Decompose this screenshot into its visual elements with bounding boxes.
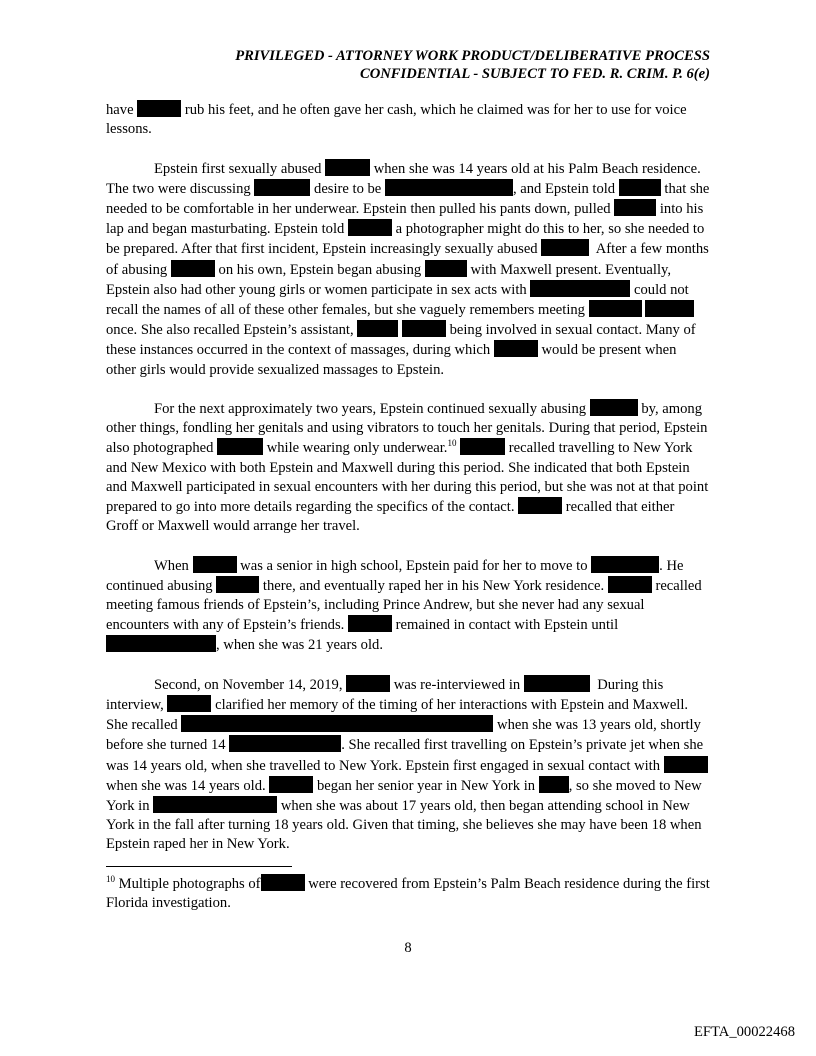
header-line-1: PRIVILEGED - ATTORNEY WORK PRODUCT/DELIBERATIVE PROCESS (235, 48, 710, 64)
footnote-number: 10 (106, 874, 115, 885)
redaction-block (589, 300, 642, 317)
redaction-block (229, 735, 341, 752)
redaction-block (137, 100, 181, 117)
redaction-block (167, 695, 211, 712)
redaction-block (106, 635, 216, 652)
redaction-block (153, 796, 277, 813)
redaction-block (664, 756, 708, 773)
redaction-block (590, 399, 638, 416)
document-body (106, 100, 710, 874)
paragraph-4: When was a senior in high school, Epstein paid for her to move to . He continued abusing there, and eventually raped her in his New York residence. recalled meeting famous friends of Epstein’s, including Prince Andrew, but she never had any sexual encounters with any of Epstein’s friends. remained in contact with Epstein until , when she was 21 years old. (106, 557, 702, 654)
footnote-reference: 10 (447, 438, 457, 449)
redaction-block (346, 675, 390, 692)
redaction-block (614, 199, 656, 216)
redaction-block (348, 219, 392, 236)
paragraph-1: have rub his feet, and he often gave her cash, which he claimed was for her to use for voice lessons. (106, 102, 687, 138)
redaction-block (402, 320, 446, 337)
paragraph-5: Second, on November 14, 2019, was re-interviewed in During this interview, clarified her memory of the timing of her interactions with Epstein and Maxwell. She recalled when she was 13 years old, shortly before she turned 14 . She recalled first travelling on Epstein’s private jet when she was 14 years old, when she travelled to New York. Epstein first engaged in sexual contact with when she was 14 years old. began her senior year in New York in , so she moved to New York in when she was about 17 years old, then began attending school in New York in the fall after turning 18 years old. Given that timing, she believes she may have been 18 when Epstein raped her in New York. (106, 675, 710, 855)
footnote-separator (106, 866, 292, 867)
redaction-block (181, 715, 493, 732)
redaction-block (171, 260, 215, 277)
page-number: 8 (404, 940, 412, 956)
redaction-block (269, 776, 313, 793)
redaction-block (541, 239, 589, 256)
redaction-block (325, 159, 370, 176)
redaction-block (254, 179, 310, 196)
redaction-block (193, 556, 237, 573)
redaction-block (619, 179, 661, 196)
redaction-block (518, 497, 562, 514)
document-id: EFTA_00022468 (694, 1024, 795, 1040)
redaction-block (591, 556, 659, 573)
redaction-block (357, 320, 398, 337)
footnote: $^{10}$ Multiple photographs of were recovered from Epstein’s Palm Beach residence during the first Florida investigation. (106, 874, 710, 912)
redaction-block (460, 438, 505, 455)
redaction-block (539, 776, 569, 793)
redaction-block (608, 576, 652, 593)
redaction-block (425, 260, 467, 277)
redaction-block (216, 576, 259, 593)
redaction-block (217, 438, 263, 455)
redaction-block (494, 340, 538, 357)
redaction-block (524, 675, 590, 692)
redaction-block (348, 615, 392, 632)
paragraph-3: For the next approximately two years, Epstein continued sexually abusing by, among other things, fondling her genitals and using vibrators to touch her genitals. During that period, Epstein also photographed while wearing only underwear.$^{10}$ recalled travelling to New York and New Mexico with both Epstein and Maxwell during this period. She indicated that both Epstein and Maxwell participated in sexual encounters with her during this period, but she was not at that point prepared to go into more details regarding the specifics of the contact. recalled that either Groff or Maxwell would arrange her travel. (106, 401, 709, 535)
redaction-block (645, 300, 694, 317)
confidentiality-header (235, 47, 710, 83)
redaction-block (261, 874, 305, 891)
redaction-block (530, 280, 630, 297)
header-line-2: CONFIDENTIAL - SUBJECT TO FED. R. CRIM. P. 6(e) (359, 66, 710, 82)
paragraph-2: Epstein first sexually abused when she was 14 years old at his Palm Beach residence. The two were discussing desire to be , and Epstein told that she needed to be comfortable in her underwear. Epstein then pulled his pants down, pulled into his lap and began masturbating. Epstein told a photographer might do this to her, so she needed to be prepared. After that first incident, Epstein increasingly sexually abused After a few months of abusing on his own, Epstein began abusing with Maxwell present. Eventually, Epstein also had other young girls or women participate in sex acts with could not recall the names of all of these other females, but she vaguely remembers meeting once. She also recalled Epstein’s assistant, being involved in sexual contact. Many of these instances occurred in the context of massages, during which would be present when other girls would provide sexualized massages to Epstein. (106, 160, 710, 378)
redaction-block (385, 179, 513, 196)
